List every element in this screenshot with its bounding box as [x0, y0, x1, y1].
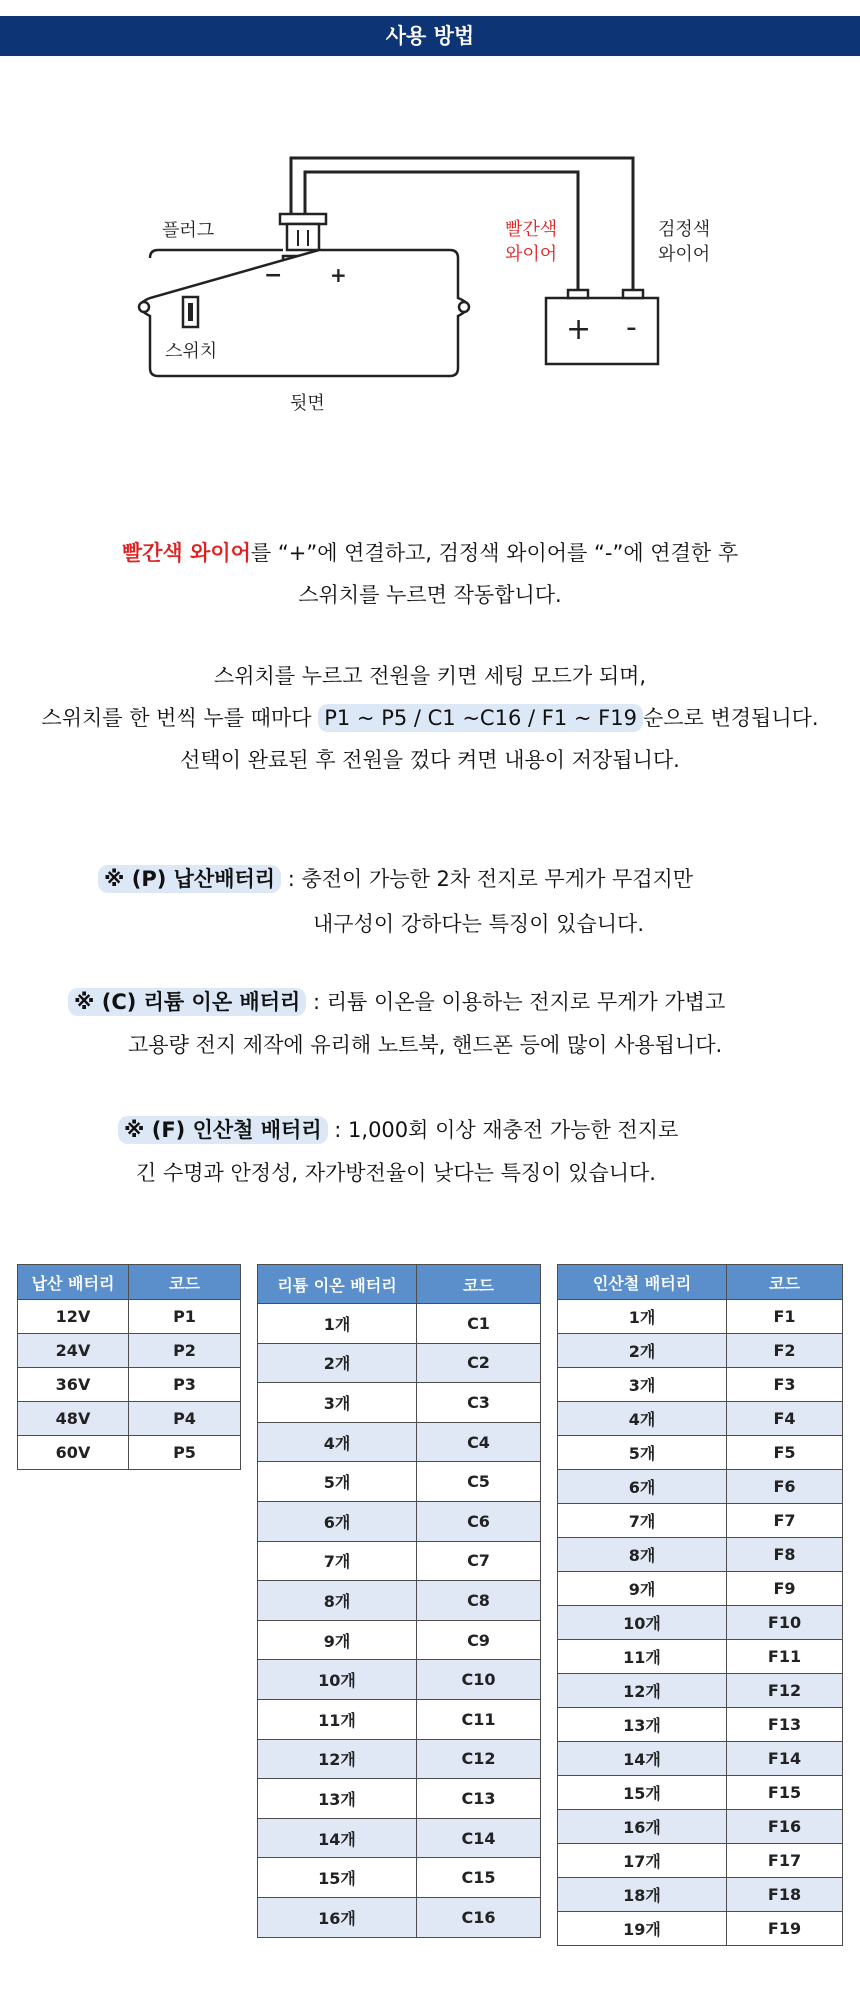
- code-cell: F8: [727, 1538, 843, 1572]
- table-row: [558, 1504, 843, 1538]
- table-row: [558, 1776, 843, 1810]
- table-row: [258, 1779, 541, 1819]
- code-cell: C10: [417, 1660, 541, 1700]
- code-cell: P1: [129, 1300, 241, 1334]
- battery-spec-cell: 11개: [258, 1699, 417, 1739]
- lfp-table: [557, 1264, 843, 1946]
- table-header: 인산철 배터리: [558, 1265, 727, 1300]
- instruction-line-5: 선택이 완료된 후 전원을 껐다 켜면 내용이 저장됩니다.: [180, 748, 680, 772]
- battery-spec-cell: 7개: [558, 1504, 727, 1538]
- battery-spec-cell: 36V: [18, 1368, 129, 1402]
- page-title: 사용 방법: [385, 24, 475, 48]
- table-row: [18, 1402, 241, 1436]
- battery-spec-cell: 4개: [558, 1402, 727, 1436]
- table-row: [558, 1742, 843, 1776]
- note-lead-acid-line-2: 내구성이 강하다는 특징이 있습니다.: [313, 912, 644, 936]
- table-row: [558, 1844, 843, 1878]
- code-cell: F13: [727, 1708, 843, 1742]
- code-cell: F14: [727, 1742, 843, 1776]
- lithium-ion-table: [257, 1264, 541, 1938]
- table-row: [558, 1436, 843, 1470]
- code-cell: C3: [417, 1383, 541, 1423]
- code-cell: C4: [417, 1422, 541, 1462]
- note-lead-acid-label: ※ (P) 납산배터리: [98, 865, 281, 893]
- code-cell: C11: [417, 1699, 541, 1739]
- red-wire-text: 빨간색 와이어: [121, 541, 251, 565]
- note-lithium-line-2: 고용량 전지 제작에 유리해 노트북, 핸드폰 등에 많이 사용됩니다.: [128, 1033, 723, 1057]
- battery-terminal-minus: [623, 290, 643, 298]
- battery-spec-cell: 10개: [258, 1660, 417, 1700]
- table-header: 코드: [727, 1265, 843, 1300]
- code-cell: C2: [417, 1343, 541, 1383]
- table-row: [558, 1878, 843, 1912]
- code-cell: C5: [417, 1462, 541, 1502]
- table-row: [558, 1368, 843, 1402]
- battery-spec-cell: 14개: [558, 1742, 727, 1776]
- table-row: [558, 1606, 843, 1640]
- table-row: [258, 1304, 541, 1344]
- mount-hole-right: [459, 302, 469, 312]
- code-cell: P2: [129, 1334, 241, 1368]
- battery-spec-cell: 16개: [558, 1810, 727, 1844]
- battery-spec-cell: 15개: [558, 1776, 727, 1810]
- note-lfp-line-1: ※ (F) 인산철 배터리 : 1,000회 이상 재충전 가능한 전지로: [118, 1114, 678, 1144]
- code-cell: F5: [727, 1436, 843, 1470]
- code-cell: F1: [727, 1300, 843, 1334]
- battery-spec-cell: 5개: [558, 1436, 727, 1470]
- switch-label: 스위치: [165, 341, 218, 362]
- mount-hole-left: [139, 302, 149, 312]
- battery-spec-cell: 60V: [18, 1436, 129, 1470]
- page-header: [0, 16, 860, 56]
- table-row: [558, 1708, 843, 1742]
- table-row: [258, 1541, 541, 1581]
- battery-spec-cell: 24V: [18, 1334, 129, 1368]
- table-row: [258, 1660, 541, 1700]
- code-cell: C13: [417, 1779, 541, 1819]
- table-header: 코드: [129, 1265, 241, 1300]
- table-row: [18, 1334, 241, 1368]
- table-header: 코드: [417, 1265, 541, 1304]
- instruction-block-2: [0, 655, 860, 781]
- table-row: [258, 1462, 541, 1502]
- battery-spec-cell: 9개: [558, 1572, 727, 1606]
- battery-spec-cell: 16개: [258, 1897, 417, 1937]
- code-cell: F2: [727, 1334, 843, 1368]
- battery-spec-cell: 15개: [258, 1858, 417, 1898]
- code-cell: P4: [129, 1402, 241, 1436]
- code-cell: C14: [417, 1818, 541, 1858]
- table-row: [258, 1620, 541, 1660]
- battery-spec-cell: 6개: [258, 1501, 417, 1541]
- code-cell: P3: [129, 1368, 241, 1402]
- code-cell: C16: [417, 1897, 541, 1937]
- battery-spec-cell: 8개: [258, 1581, 417, 1621]
- plug-top: [280, 214, 326, 224]
- battery-spec-cell: 3개: [558, 1368, 727, 1402]
- battery-plus-sign: +: [566, 312, 592, 347]
- battery-spec-cell: 2개: [258, 1343, 417, 1383]
- wiring-diagram: [0, 60, 860, 460]
- code-cell: C15: [417, 1858, 541, 1898]
- lead-acid-table: [17, 1264, 241, 1470]
- battery-spec-cell: 1개: [258, 1304, 417, 1344]
- table-row: [18, 1300, 241, 1334]
- battery-spec-cell: 18개: [558, 1878, 727, 1912]
- instruction-line-3: 스위치를 누르고 전원을 키면 세팅 모드가 되며,: [213, 664, 647, 688]
- table-row: [558, 1912, 843, 1946]
- code-cell: F15: [727, 1776, 843, 1810]
- battery-spec-cell: 1개: [558, 1300, 727, 1334]
- table-row: [558, 1674, 843, 1708]
- table-row: [558, 1572, 843, 1606]
- code-cell: F6: [727, 1470, 843, 1504]
- code-cell: C1: [417, 1304, 541, 1344]
- instruction-line-4: 스위치를 한 번씩 누를 때마다 P1 ~ P5 / C1 ~C16 / F1 ~ F19 순으로 변경됩니다.: [41, 706, 819, 730]
- code-cell: F7: [727, 1504, 843, 1538]
- table-row: [258, 1422, 541, 1462]
- table-row: [18, 1436, 241, 1470]
- battery-spec-cell: 7개: [258, 1541, 417, 1581]
- code-cell: C6: [417, 1501, 541, 1541]
- battery-terminal-plus: [568, 290, 588, 298]
- mode-sequence-highlight: P1 ~ P5 / C1 ~C16 / F1 ~ F19: [318, 704, 643, 732]
- table-row: [258, 1699, 541, 1739]
- plug-label: 플러그: [162, 220, 215, 241]
- code-cell: F3: [727, 1368, 843, 1402]
- code-cell: C8: [417, 1581, 541, 1621]
- battery-minus-sign: -: [626, 310, 637, 345]
- battery-spec-cell: 12개: [258, 1739, 417, 1779]
- battery-spec-cell: 19개: [558, 1912, 727, 1946]
- code-cell: C9: [417, 1620, 541, 1660]
- table-row: [258, 1858, 541, 1898]
- red-wire-label-1: 빨간색: [505, 219, 558, 240]
- battery-spec-cell: 2개: [558, 1334, 727, 1368]
- code-cell: F4: [727, 1402, 843, 1436]
- code-cell: F16: [727, 1810, 843, 1844]
- battery-spec-cell: 14개: [258, 1818, 417, 1858]
- code-cell: P5: [129, 1436, 241, 1470]
- code-cell: F10: [727, 1606, 843, 1640]
- battery-spec-cell: 17개: [558, 1844, 727, 1878]
- table-row: [258, 1897, 541, 1937]
- code-cell: F11: [727, 1640, 843, 1674]
- battery-spec-cell: 6개: [558, 1470, 727, 1504]
- table-row: [258, 1581, 541, 1621]
- back-label: 뒷면: [290, 393, 325, 414]
- table-header: 리튬 이온 배터리: [258, 1265, 417, 1304]
- wiring-diagram-svg: [0, 60, 860, 460]
- code-cell: F18: [727, 1878, 843, 1912]
- table-row: [258, 1739, 541, 1779]
- battery-spec-cell: 9개: [258, 1620, 417, 1660]
- table-header: 납산 배터리: [18, 1265, 129, 1300]
- code-cell: F12: [727, 1674, 843, 1708]
- table-row: [558, 1810, 843, 1844]
- connector-plus: +: [330, 263, 347, 287]
- battery-spec-cell: 5개: [258, 1462, 417, 1502]
- note-lithium-label: ※ (C) 리튬 이온 배터리: [68, 988, 306, 1016]
- battery-spec-cell: 11개: [558, 1640, 727, 1674]
- table-row: [258, 1343, 541, 1383]
- battery-spec-cell: 3개: [258, 1383, 417, 1423]
- note-lead-acid-line-1: ※ (P) 납산배터리 : 충전이 가능한 2차 전지로 무게가 무겁지만: [98, 863, 693, 893]
- battery-spec-cell: 12V: [18, 1300, 129, 1334]
- code-cell: C7: [417, 1541, 541, 1581]
- battery-spec-cell: 13개: [558, 1708, 727, 1742]
- red-wire-label-2: 와이어: [505, 244, 558, 265]
- battery-spec-cell: 12개: [558, 1674, 727, 1708]
- black-wire-label-1: 검정색: [658, 219, 711, 240]
- table-row: [558, 1334, 843, 1368]
- code-cell: F9: [727, 1572, 843, 1606]
- code-cell: C12: [417, 1739, 541, 1779]
- instruction-line-2: 스위치를 누르면 작동합니다.: [298, 583, 562, 607]
- instruction-line-1: 빨간색 와이어를 “+”에 연결하고, 검정색 와이어를 “-”에 연결한 후: [121, 541, 739, 565]
- table-row: [258, 1383, 541, 1423]
- table-row: [18, 1368, 241, 1402]
- table-row: [558, 1402, 843, 1436]
- battery-spec-cell: 48V: [18, 1402, 129, 1436]
- note-lfp-label: ※ (F) 인산철 배터리: [118, 1116, 328, 1144]
- table-row: [558, 1470, 843, 1504]
- battery-spec-cell: 8개: [558, 1538, 727, 1572]
- table-row: [558, 1538, 843, 1572]
- plug-body: [287, 224, 319, 250]
- code-cell: F17: [727, 1844, 843, 1878]
- battery-spec-cell: 13개: [258, 1779, 417, 1819]
- table-row: [258, 1818, 541, 1858]
- connector-minus: −: [264, 263, 283, 288]
- instruction-block-1: [0, 532, 860, 616]
- note-lithium-line-1: ※ (C) 리튬 이온 배터리 : 리튬 이온을 이용하는 전지로 무게가 가볍고: [68, 986, 725, 1016]
- black-wire-label-2: 와이어: [658, 244, 711, 265]
- battery-spec-cell: 10개: [558, 1606, 727, 1640]
- table-row: [258, 1501, 541, 1541]
- battery: [546, 298, 658, 364]
- battery-spec-cell: 4개: [258, 1422, 417, 1462]
- table-row: [558, 1640, 843, 1674]
- code-cell: F19: [727, 1912, 843, 1946]
- note-lfp-line-2: 긴 수명과 안정성, 자가방전율이 낮다는 특징이 있습니다.: [136, 1161, 656, 1185]
- table-row: [558, 1300, 843, 1334]
